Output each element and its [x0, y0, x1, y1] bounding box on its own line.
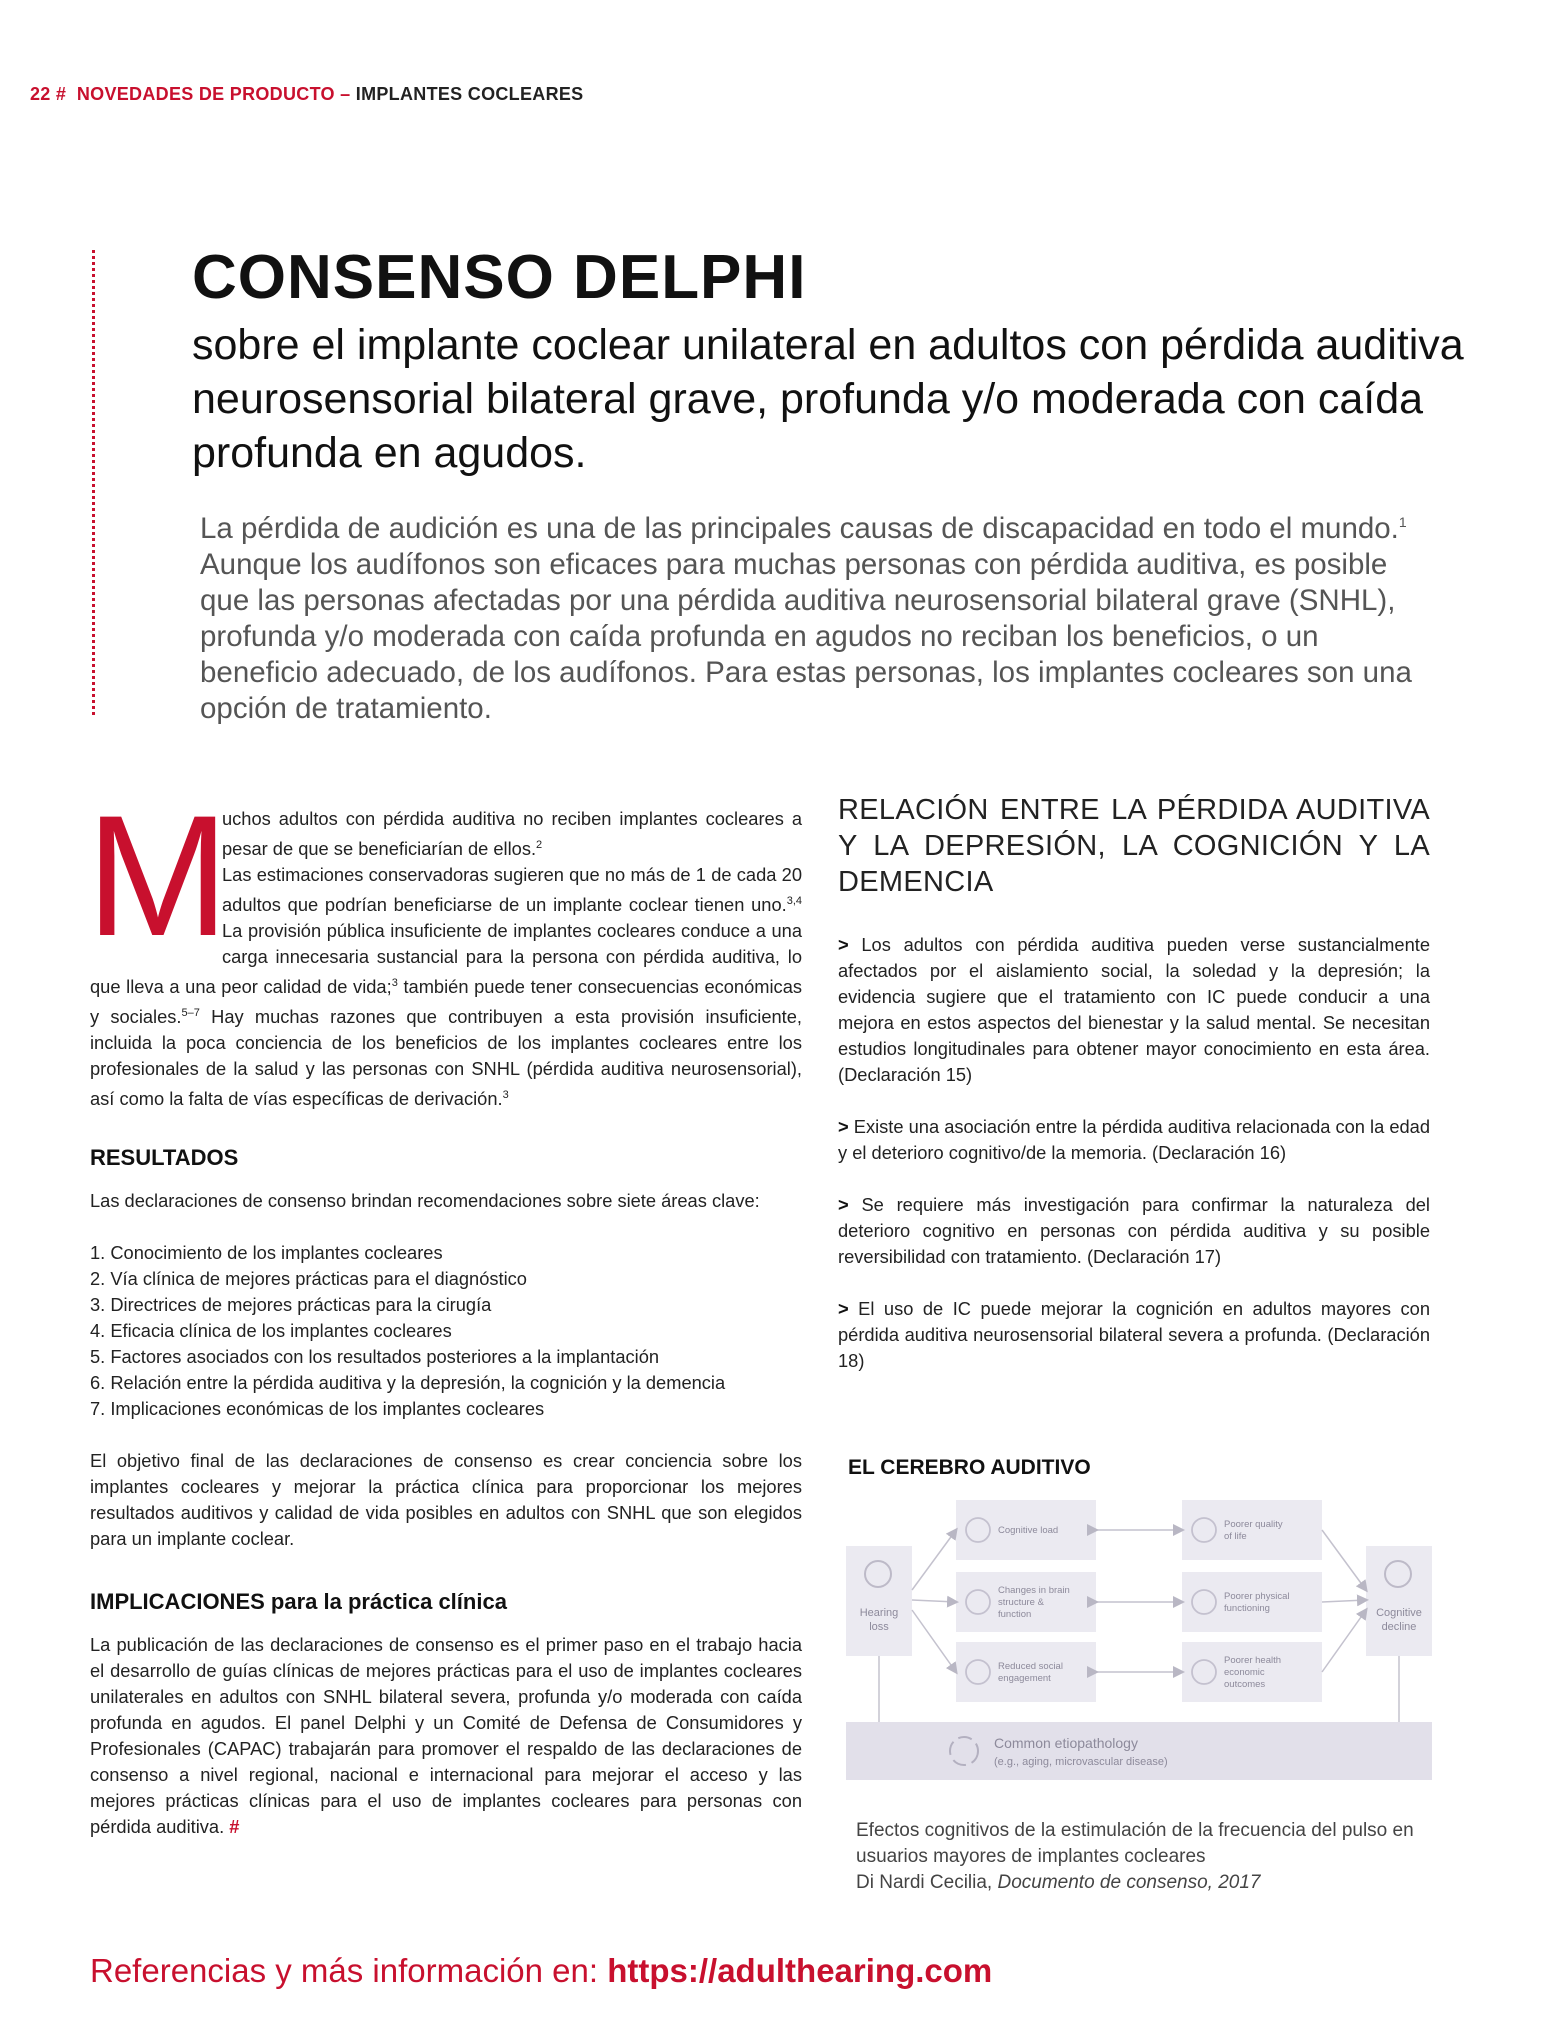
footer-label: Referencias y más información en: — [90, 1952, 608, 1989]
mid-right-2-label: Poorer physical functioning — [1224, 1591, 1290, 1614]
etiopathology-sub: (e.g., aging, microvascular disease) — [994, 1756, 1168, 1768]
intro-sup-3: 3 — [391, 977, 398, 990]
intro-sup-4: 5–7 — [181, 1007, 200, 1020]
running-head — [30, 84, 584, 105]
figure-title: EL CEREBRO AUDITIVO — [848, 1456, 1091, 1479]
caption-source-title: Documento de consenso, 2017 — [997, 1872, 1261, 1893]
intro-text-1: uchos adultos con pérdida auditiva no reciben implantes cocleares a pesar de que se beneficiarían de ellos. — [222, 808, 802, 860]
key-area-item: 5. Factores asociados con los resultados posteriores a la implantación — [90, 1346, 660, 1368]
key-area-item: 2. Vía clínica de mejores prácticas para el diagnóstico — [90, 1268, 527, 1290]
end-mark: # — [229, 1816, 240, 1838]
intro-text-2a: Las estimaciones conservadoras sugieren que no más de 1 de cada 20 adultos que podrían beneficiarse de un implante coclear tienen uno. — [222, 864, 802, 916]
implicaciones-heading-bold: IMPLICACIONES — [90, 1589, 265, 1615]
mid-right-1-box — [1182, 1500, 1322, 1560]
cognitive-decline-box — [1366, 1546, 1432, 1656]
relacion-heading: RELACIÓN ENTRE LA PÉRDIDA AUDITIVA Y LA DEPRESIÓN, LA COGNICIÓN Y LA DEMENCIA — [838, 794, 1430, 898]
left-column — [86, 780, 803, 1840]
key-area-item: 4. Eficacia clínica de los implantes cocleares — [90, 1320, 452, 1342]
mid-right-3-label: Poorer health economic outcomes — [1224, 1655, 1282, 1690]
resultados-heading: RESULTADOS — [90, 1145, 239, 1171]
article-title: CONSENSO DELPHI — [192, 243, 807, 312]
caption-text: Efectos cognitivos de la estimulación de la frecuencia del pulso en usuarios mayores de implantes cocleares — [856, 1820, 1414, 1867]
key-area-item: 3. Directrices de mejores prácticas para la cirugía — [90, 1294, 492, 1316]
intro-text-2d: Hay muchas razones que contribuyen a esta provisión insuficiente, incluida la poca conciencia de los beneficios de los implantes cocleares entre los profesionales de la salud y las personas con SNHL (pérdida auditiva neurosensorial), así como la falta de vías específicas de derivación. — [90, 1006, 802, 1110]
section-label: NOVEDADES DE PRODUCTO – — [76, 84, 351, 104]
etiopathology-bar — [846, 1722, 1432, 1780]
intro-sup-1: 2 — [536, 839, 543, 851]
implicaciones-body: La publicación de las declaraciones de consenso es el primer paso en el trabajo hacia el desarrollo de guías clínicas de mejores prácticas para el uso de implantes cocleares unilaterales en adultos con SNHL bilateral severa, profunda y/o moderada con caída profunda en agudos. El panel Delphi y un Comité de Defensa de Consumidores y Profesionales (CAPAC) trabajarán para promover el respaldo de las declaraciones de consenso a nivel regional, nacional e internacional para mejorar el acceso y las mejores prácticas clínicas para el uso de implantes cocleares para personas con pérdida auditiva. — [90, 1634, 802, 1838]
bullet-text: Existe una asociación entre la pérdida auditiva relacionada con la edad y el deterioro cognitivo/de la memoria. (Declaración 16) — [838, 1116, 1431, 1163]
statement-bullet — [838, 1114, 1430, 1166]
implicaciones-heading — [90, 1586, 802, 1618]
statement-bullet — [838, 932, 1430, 1088]
caption-source — [856, 1870, 1416, 1896]
bullet-text: Se requiere más investigación para confirmar la naturaleza del deterioro cognitivo en personas con pérdida auditiva y su posible reversibilidad con tratamiento. (Declaración 17) — [838, 1194, 1430, 1267]
bullet-marker: > — [838, 1116, 854, 1137]
intro-text-2b: La provisión pública insuficiente de implantes cocleares conduce a una carga innecesaria sustancial para la persona con pérdida auditiva, lo que lleva a una peor calidad de vida; — [90, 920, 802, 998]
auditory-brain-figure — [846, 1490, 1432, 1790]
implicaciones-text — [90, 1632, 802, 1840]
bullet-text: El uso de IC puede mejorar la cognición en adultos mayores con pérdida auditiva neurosensorial bilateral severa a profunda. (Declaración 18) — [838, 1298, 1430, 1371]
mid-left-1-label: Cognitive load — [998, 1525, 1059, 1536]
bullet-text: Los adultos con pérdida auditiva pueden verse sustancialmente afectados por el aislamiento social, la soledad y la depresión; la evidencia sugiere que el tratamiento con IC puede conducir a una mejora en estos aspectos del bienestar y la salud mental. Se necesitan estudios longitudinales para obtener mayor conocimiento en esta área. (Declaración 15) — [838, 934, 1430, 1085]
subsection-label: IMPLANTES COCLEARES — [355, 84, 584, 104]
key-area-item: 7. Implicaciones económicas de los implantes cocleares — [90, 1398, 545, 1420]
key-areas-list — [90, 1240, 802, 1422]
key-area-item: 1. Conocimiento de los implantes cocleares — [90, 1242, 443, 1264]
hearing-loss-box — [846, 1546, 912, 1656]
standfirst-sup: 1 — [1398, 514, 1407, 530]
standfirst-text-2: Aunque los audífonos son eficaces para muchas personas con pérdida auditiva, es posible que las personas afectadas por una pérdida auditiva neurosensorial bilateral grave (SNHL), profunda y/o moderada con caída profunda en agudos no reciban los beneficios, o un beneficio adecuado, de los audífonos. Para estas personas, los implantes cocleares son una opción de tratamiento. — [200, 547, 1412, 725]
implicaciones-heading-rest: para la práctica clínica — [264, 1589, 507, 1615]
statement-bullet — [838, 1296, 1430, 1374]
intro-text-2c: también puede tener consecuencias económicas y sociales. — [90, 976, 803, 1028]
statement-bullet — [838, 1192, 1430, 1270]
drop-cap: M — [86, 780, 230, 972]
standfirst-text-1: La pérdida de audición es una de las principales causas de discapacidad en todo el mundo. — [200, 511, 1399, 545]
dotted-rule — [92, 250, 95, 715]
right-column — [838, 794, 1431, 1374]
caption-author: Di Nardi Cecilia, — [856, 1872, 998, 1893]
footer-link[interactable]: https://adulthearing.com — [607, 1952, 993, 1989]
cognitive-decline-label: Cognitive decline — [1376, 1607, 1422, 1633]
intro-sup-5: 3 — [502, 1089, 509, 1102]
page-number: 22 # — [30, 84, 67, 104]
etiopathology-title: Common etiopathology — [994, 1735, 1138, 1751]
footer-reference — [90, 1952, 992, 1990]
bullet-marker: > — [838, 1298, 859, 1319]
resultados-closing: El objetivo final de las declaraciones de consenso es crear conciencia sobre los implantes cocleares y mejorar la práctica clínica para proporcionar los mejores resultados auditivos y calidad de vida posibles en adultos con SNHL que son elegidos para un implante coclear. — [90, 1450, 802, 1550]
standfirst — [200, 504, 1440, 727]
article-subtitle: sobre el implante coclear unilateral en adultos con pérdida auditiva neurosensorial bilateral grave, profunda y/o moderada con caída profunda en agudos. — [192, 321, 1464, 477]
mid-right-1-label: Poorer quality of life — [1224, 1519, 1283, 1542]
bullet-marker: > — [838, 934, 862, 955]
mid-left-3-label: Reduced social engagement — [998, 1661, 1063, 1684]
bullet-marker: > — [838, 1194, 862, 1215]
mid-left-2-label: Changes in brain structure & function — [998, 1585, 1070, 1620]
hearing-loss-label: Hearing loss — [859, 1607, 899, 1633]
key-area-item: 6. Relación entre la pérdida auditiva y la depresión, la cognición y la demencia — [90, 1372, 726, 1394]
mid-right-2-box — [1182, 1572, 1322, 1632]
relacion-bullets — [838, 932, 1430, 1374]
resultados-lead: Las declaraciones de consenso brindan recomendaciones sobre siete áreas clave: — [90, 1190, 760, 1212]
mid-left-3-box — [956, 1642, 1096, 1702]
intro-sup-2: 3,4 — [786, 895, 802, 908]
figure-caption — [856, 1818, 1416, 1896]
